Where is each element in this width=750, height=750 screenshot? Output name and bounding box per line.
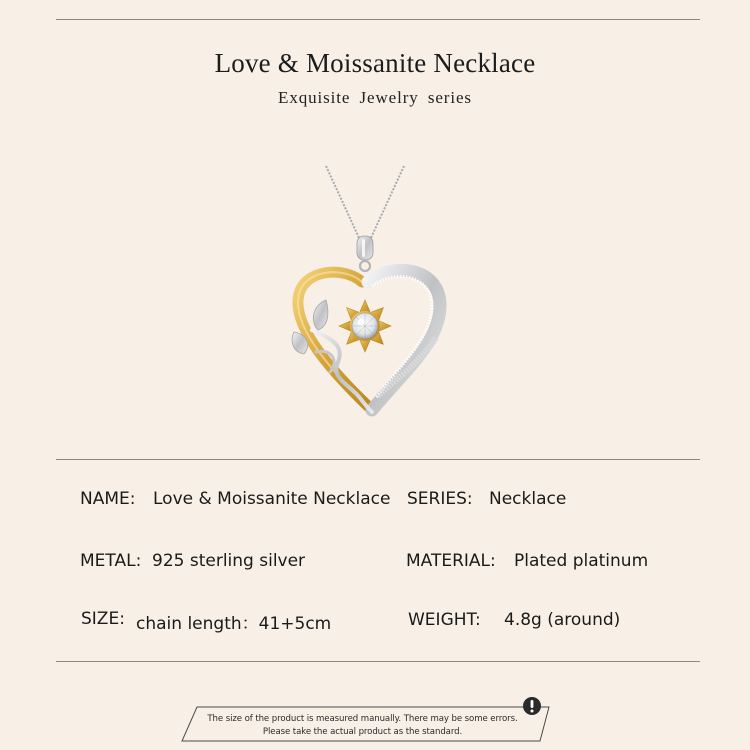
top-divider: [56, 19, 700, 20]
spec-metal-value: 925 sterling silver: [152, 551, 306, 571]
spec-name-label: NAME:: [80, 489, 136, 509]
product-title: Love & Moissanite Necklace: [214, 48, 536, 78]
spec-weight-label: WEIGHT:: [408, 610, 481, 630]
spec-metal-label: METAL:: [80, 551, 142, 571]
necklace-product-image: [280, 160, 460, 425]
notice-line-1: The size of the product is measured manually. There may be some errors.: [207, 714, 518, 724]
chain: [326, 166, 404, 240]
specs-top-divider: [56, 459, 700, 460]
spec-material-label: MATERIAL:: [406, 551, 496, 571]
spec-series-label: SERIES:: [407, 489, 473, 509]
sunflower-setting: [339, 300, 391, 352]
notice-line-2: Please take the actual product as the standard.: [262, 727, 463, 737]
spec-series-value: Necklace: [489, 489, 567, 509]
spec-weight-value: 4.8g (around): [504, 610, 621, 630]
spec-material-value: Plated platinum: [514, 551, 649, 571]
product-subtitle: Exquisite Jewelry series: [278, 88, 472, 107]
measurement-notice: [180, 695, 560, 750]
spec-size-value: chain length：41+5cm: [136, 614, 332, 634]
spec-name-value: Love & Moissanite Necklace: [153, 489, 391, 509]
spec-size-label: SIZE:: [81, 609, 125, 629]
notice-text: [180, 713, 545, 739]
specs-bottom-divider: [56, 661, 700, 662]
